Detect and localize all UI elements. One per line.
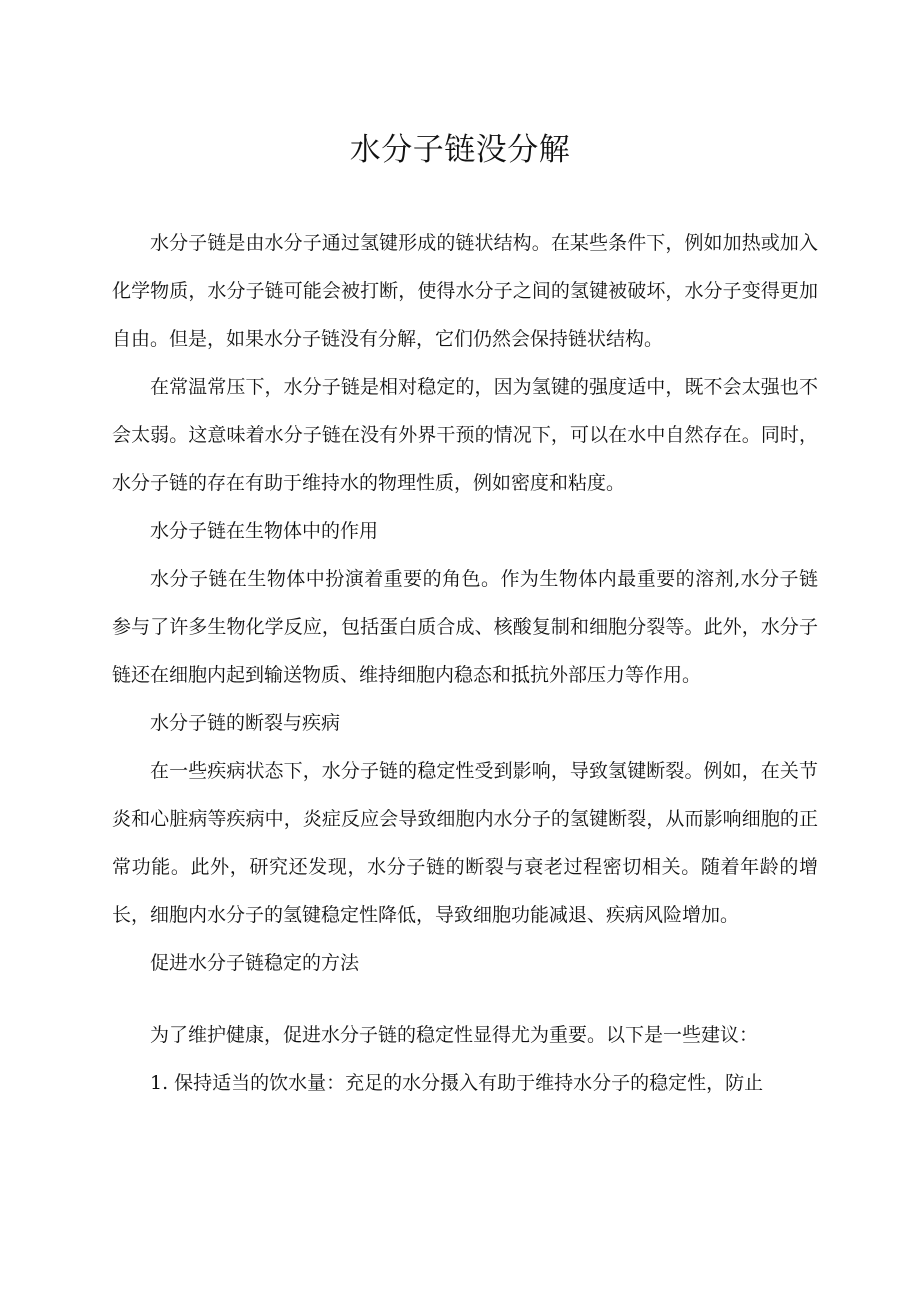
paragraph-intro: 水分子链是由水分子通过氢键形成的链状结构。在某些条件下，例如加热或加入化学物质，水分子链可能会被打断，使得水分子之间的氢键被破坏，水分子变得更加自由。但是，如果水分子链没有分解，它们仍然会保持链状结构。 [112,232,818,350]
document-body [112,219,818,1107]
paragraph-disease: 在一些疾病状态下，水分子链的稳定性受到影响，导致氢键断裂。例如，在关节炎和心脏病等疾病中，炎症反应会导致细胞内水分子的氢键断裂，从而影响细胞的正常功能。此外，研究还发现，水分子链的断裂与衰老过程密切相关。随着年龄的增长，细胞内水分子的氢键稳定性降低，导致细胞功能减退、疾病风险增加。 [112,760,818,926]
paragraph-stability: 在常温常压下，水分子链是相对稳定的，因为氢键的强度适中，既不会太强也不会太弱。这意味着水分子链在没有外界干预的情况下，可以在水中自然存在。同时，水分子链的存在有助于维持水的物理性质，例如密度和粘度。 [112,376,818,494]
list-item-water-intake: 1. 保持适当的饮水量：充足的水分摄入有助于维持水分子的稳定性，防止 [150,1072,764,1094]
spacer [112,987,818,1011]
section-heading-disease: 水分子链的断裂与疾病 [150,712,341,734]
paragraph-methods-intro: 为了维护健康，促进水分子链的稳定性显得尤为重要。以下是一些建议： [150,1024,759,1046]
paragraph-biology: 水分子链在生物体中扮演着重要的角色。作为生物体内最重要的溶剂,水分子链参与了许多生物化学反应，包括蛋白质合成、核酸复制和细胞分裂等。此外，水分子链还在细胞内起到输送物质、维持细胞内稳态和抵抗外部压力等作用。 [112,568,818,686]
document-title: 水分子链没分解 [349,132,571,168]
section-heading-methods: 促进水分子链稳定的方法 [150,952,360,974]
section-heading-biology: 水分子链在生物体中的作用 [150,520,379,542]
